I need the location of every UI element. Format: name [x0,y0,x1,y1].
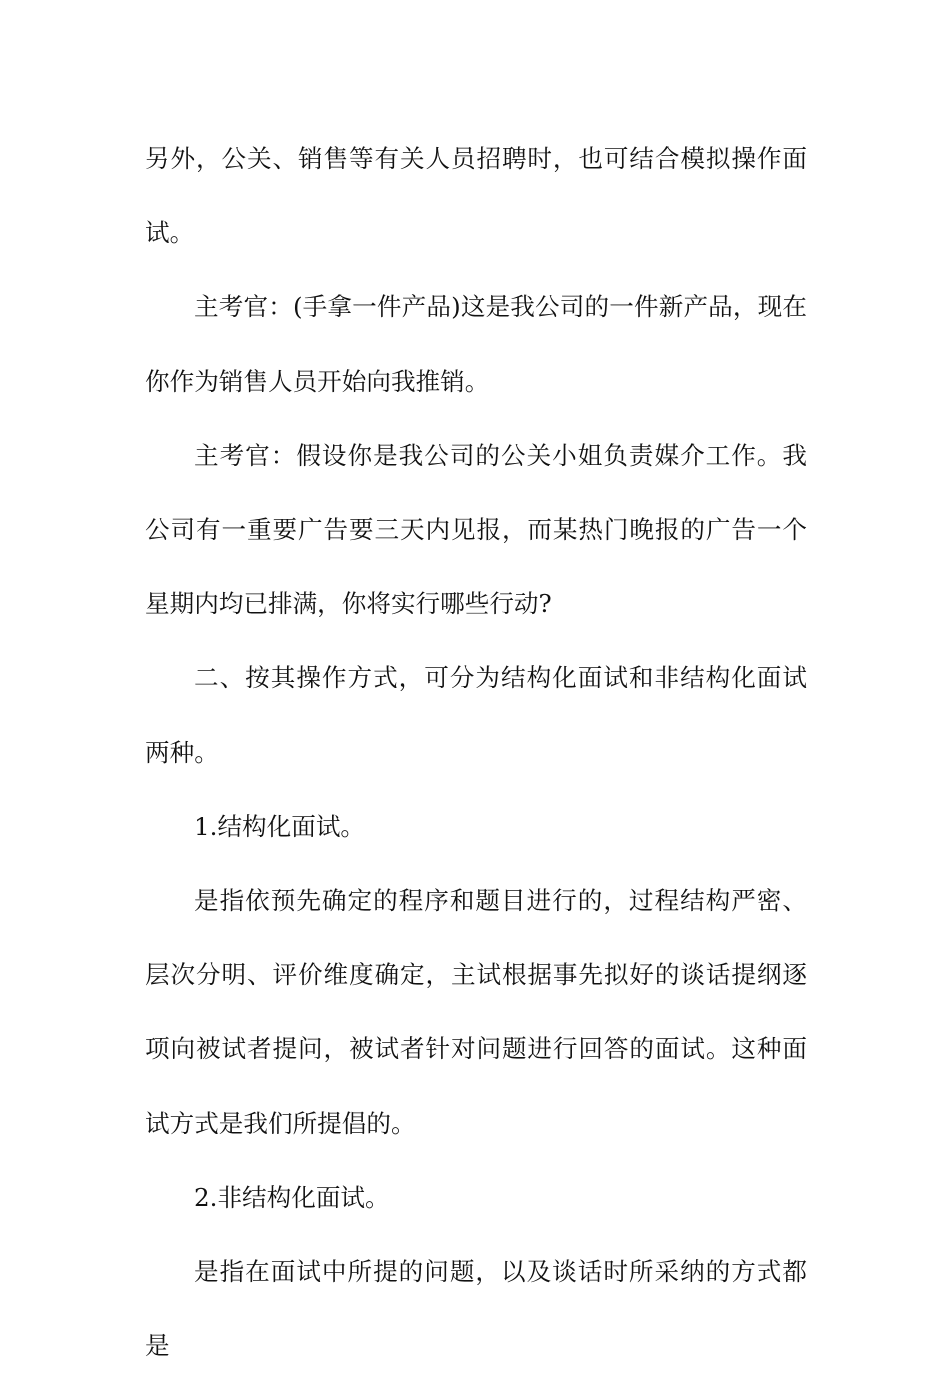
paragraph-structured-definition: 是指依预先确定的程序和题目进行的，过程结构严密、层次分明、评价维度确定，主试根据事先拟好的谈话提纲逐项向被试者提问，被试者针对问题进行回答的面试。这种面试方式是我们所提倡的。 [145,886,807,1138]
paragraph-unstructured-heading: 2.非结构化面试。 [194,1182,390,1212]
paragraph-simulation-interview: 另外，公关、销售等有关人员招聘时，也可结合模拟操作面试。 [145,144,807,248]
paragraph-structured-heading: 1.结构化面试。 [194,811,366,841]
paragraph-section-two-heading: 二、按其操作方式，可分为结构化面试和非结构化面试两种。 [145,663,807,767]
document-body [145,122,807,1383]
paragraph-examiner-pr: 主考官：假设你是我公司的公关小姐负责媒介工作。我公司有一重要广告要三天内见报，而某热门晚报的广告一个星期内均已排满，你将实行哪些行动? [145,440,807,619]
paragraph-unstructured-definition: 是指在面试中所提的问题，以及谈话时所采纳的方式都是 [145,1257,807,1361]
paragraph-examiner-product: 主考官：(手拿一件产品)这是我公司的一件新产品，现在你作为销售人员开始向我推销。 [145,292,807,396]
